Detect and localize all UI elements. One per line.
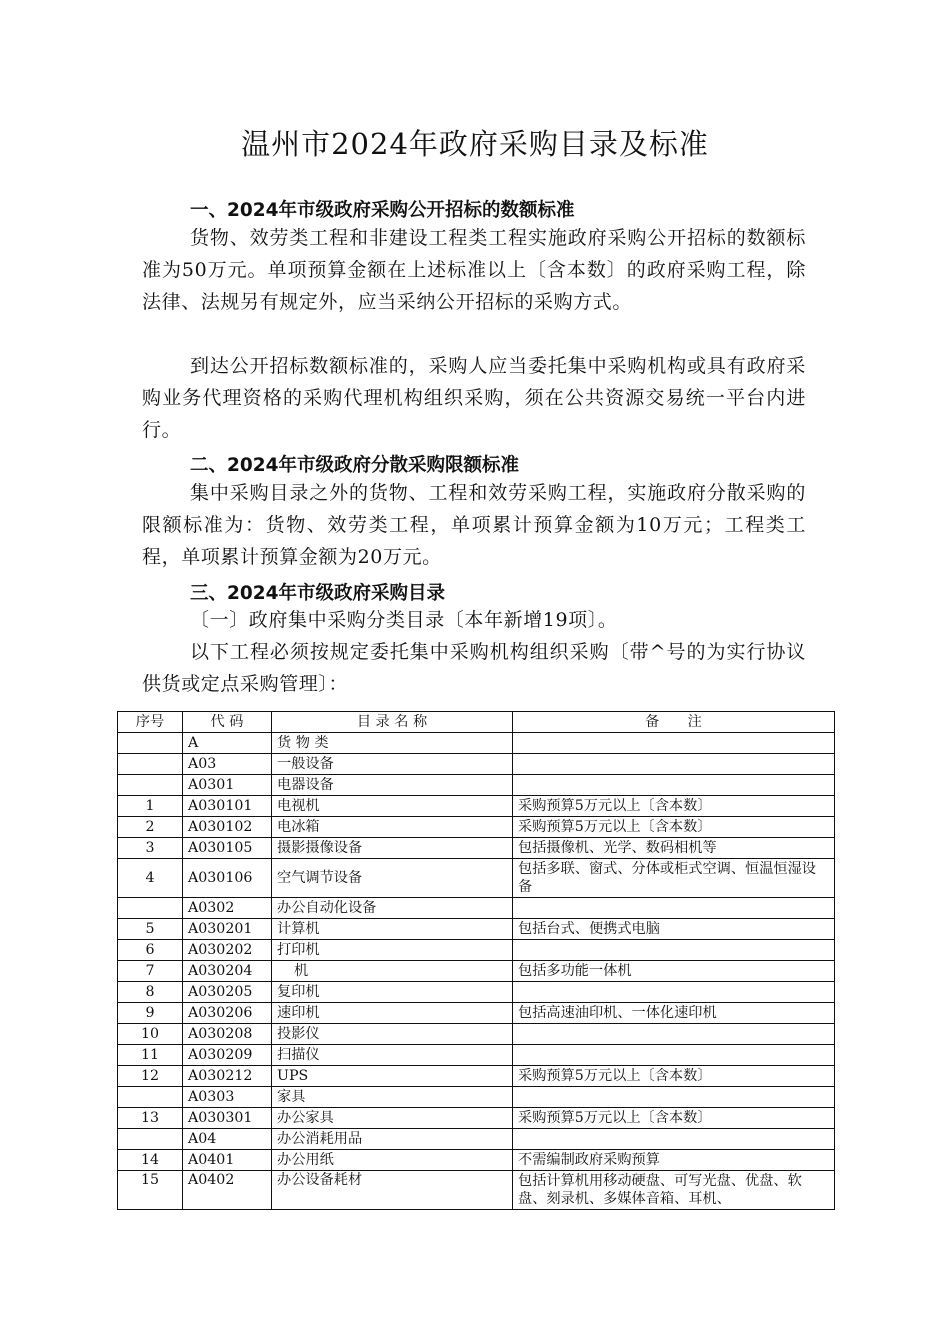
table-row xyxy=(118,940,835,961)
table-row xyxy=(118,1024,835,1045)
cell-note xyxy=(513,898,835,919)
header-code: 代 码 xyxy=(183,712,272,733)
cell-note: 包括高速油印机、一体化速印机 xyxy=(513,1003,835,1024)
cell-name: 办公自动化设备 xyxy=(272,898,513,919)
cell-seq: 11 xyxy=(118,1045,183,1066)
section1-paragraph-1: 货物、效劳类工程和非建设工程类工程实施政府采购公开招标的数额标准为50万元。单项预算金额在上述标准以上〔含本数〕的政府采购工程，除法律、法规另有规定外，应当采纳公开招标的采购方式。 xyxy=(142,227,806,313)
table-row xyxy=(118,1087,835,1108)
header-name: 目 录 名 称 xyxy=(272,712,513,733)
cell-code: A0402 xyxy=(183,1171,272,1210)
table-row xyxy=(118,754,835,775)
cell-note: 采购预算5万元以上〔含本数〕 xyxy=(513,1108,835,1129)
cell-name: 一般设备 xyxy=(272,754,513,775)
cell-seq: 13 xyxy=(118,1108,183,1129)
cell-name: 家具 xyxy=(272,1087,513,1108)
cell-seq xyxy=(118,733,183,754)
table-row xyxy=(118,1129,835,1150)
cell-code: A xyxy=(183,733,272,754)
cell-note: 包括多功能一体机 xyxy=(513,961,835,982)
cell-code: A030204 xyxy=(183,961,272,982)
cell-code: A030209 xyxy=(183,1045,272,1066)
cell-code: A030202 xyxy=(183,940,272,961)
cell-seq xyxy=(118,1087,183,1108)
cell-note xyxy=(513,733,835,754)
cell-seq xyxy=(118,1129,183,1150)
table-row xyxy=(118,961,835,982)
cell-name: 速印机 xyxy=(272,1003,513,1024)
table-row xyxy=(118,919,835,940)
cell-seq: 2 xyxy=(118,817,183,838)
table-row xyxy=(118,796,835,817)
cell-code: A030102 xyxy=(183,817,272,838)
cell-code: A030212 xyxy=(183,1066,272,1087)
table-row xyxy=(118,898,835,919)
cell-name: 机 xyxy=(272,961,513,982)
cell-seq: 8 xyxy=(118,982,183,1003)
cell-seq: 15 xyxy=(118,1171,183,1210)
cell-note: 包括多联、窗式、分体或柜式空调、恒温恒湿设备 xyxy=(513,859,835,898)
cell-note xyxy=(513,754,835,775)
cell-code: A030101 xyxy=(183,796,272,817)
cell-seq: 3 xyxy=(118,838,183,859)
cell-note: 采购预算5万元以上〔含本数〕 xyxy=(513,1066,835,1087)
cell-seq: 14 xyxy=(118,1150,183,1171)
cell-seq xyxy=(118,775,183,796)
cell-name: UPS xyxy=(272,1066,513,1087)
cell-note xyxy=(513,1087,835,1108)
document-title: 温州市2024年政府采购目录及标准 xyxy=(241,127,709,161)
table-row xyxy=(118,817,835,838)
cell-note: 不需编制政府采购预算 xyxy=(513,1150,835,1171)
cell-name: 办公设备耗材 xyxy=(272,1171,513,1210)
cell-note: 包括摄像机、光学、数码相机等 xyxy=(513,838,835,859)
cell-code: A0401 xyxy=(183,1150,272,1171)
cell-code: A030205 xyxy=(183,982,272,1003)
cell-name: 计算机 xyxy=(272,919,513,940)
cell-name: 复印机 xyxy=(272,982,513,1003)
header-seq: 序号 xyxy=(118,712,183,733)
table-row xyxy=(118,1003,835,1024)
cell-note: 包括计算机用移动硬盘、可写光盘、优盘、软盘、刻录机、多媒体音箱、耳机、 xyxy=(513,1171,835,1210)
cell-code: A030208 xyxy=(183,1024,272,1045)
section1-paragraph-2: 到达公开招标数额标准的，采购人应当委托集中采购机构或具有政府采购业务代理资格的采购代理机构组织采购，须在公共资源交易统一平台内进行。 xyxy=(142,355,806,441)
cell-seq: 6 xyxy=(118,940,183,961)
table-row xyxy=(118,859,835,898)
cell-name: 打印机 xyxy=(272,940,513,961)
table-row xyxy=(118,982,835,1003)
cell-name: 办公用纸 xyxy=(272,1150,513,1171)
section1-heading: 一、2024年市级政府采购公开招标的数额标准 xyxy=(190,200,575,221)
cell-seq: 12 xyxy=(118,1066,183,1087)
cell-note xyxy=(513,940,835,961)
cell-code: A030206 xyxy=(183,1003,272,1024)
cell-code: A03 xyxy=(183,754,272,775)
table-row xyxy=(118,1108,835,1129)
cell-note xyxy=(513,982,835,1003)
table-row xyxy=(118,1171,835,1210)
table-row xyxy=(118,1066,835,1087)
cell-code: A030105 xyxy=(183,838,272,859)
cell-code: A0303 xyxy=(183,1087,272,1108)
section3-paragraph-1: 〔一〕政府集中采购分类目录〔本年新增19项〕。 xyxy=(190,609,618,631)
cell-note: 采购预算5万元以上〔含本数〕 xyxy=(513,817,835,838)
cell-code: A0302 xyxy=(183,898,272,919)
cell-code: A030201 xyxy=(183,919,272,940)
cell-name: 扫描仪 xyxy=(272,1045,513,1066)
cell-seq xyxy=(118,898,183,919)
table-row xyxy=(118,1150,835,1171)
section3-paragraph-2: 以下工程必须按规定委托集中采购机构组织采购〔带^号的为实行协议供货或定点采购管理〕： xyxy=(142,641,806,695)
cell-code: A04 xyxy=(183,1129,272,1150)
cell-seq: 10 xyxy=(118,1024,183,1045)
cell-note xyxy=(513,1024,835,1045)
cell-name: 电冰箱 xyxy=(272,817,513,838)
cell-name: 空气调节设备 xyxy=(272,859,513,898)
table-row xyxy=(118,733,835,754)
cell-name: 电器设备 xyxy=(272,775,513,796)
cell-code: A030106 xyxy=(183,859,272,898)
procurement-catalog-table xyxy=(117,711,835,1210)
cell-note xyxy=(513,1045,835,1066)
cell-name: 办公消耗用品 xyxy=(272,1129,513,1150)
section2-heading: 二、2024年市级政府分散采购限额标准 xyxy=(190,455,519,476)
cell-note: 采购预算5万元以上〔含本数〕 xyxy=(513,796,835,817)
cell-note xyxy=(513,1129,835,1150)
cell-name: 投影仪 xyxy=(272,1024,513,1045)
table-row xyxy=(118,775,835,796)
cell-seq: 5 xyxy=(118,919,183,940)
cell-seq: 7 xyxy=(118,961,183,982)
cell-seq xyxy=(118,754,183,775)
cell-seq: 9 xyxy=(118,1003,183,1024)
cell-name: 货 物 类 xyxy=(272,733,513,754)
section3-heading: 三、2024年市级政府采购目录 xyxy=(190,583,445,604)
cell-name: 办公家具 xyxy=(272,1108,513,1129)
cell-seq: 1 xyxy=(118,796,183,817)
section2-paragraph-1: 集中采购目录之外的货物、工程和效劳采购工程，实施政府分散采购的限额标准为：货物、效劳类工程，单项累计预算金额为10万元；工程类工程，单项累计预算金额为20万元。 xyxy=(142,482,806,568)
cell-name: 摄影摄像设备 xyxy=(272,838,513,859)
header-note: 备 注 xyxy=(513,712,835,733)
cell-note: 包括台式、便携式电脑 xyxy=(513,919,835,940)
table-header-row xyxy=(118,712,835,733)
cell-name: 电视机 xyxy=(272,796,513,817)
table-row xyxy=(118,838,835,859)
cell-code: A0301 xyxy=(183,775,272,796)
cell-note xyxy=(513,775,835,796)
cell-code: A030301 xyxy=(183,1108,272,1129)
cell-seq: 4 xyxy=(118,859,183,898)
table-row xyxy=(118,1045,835,1066)
